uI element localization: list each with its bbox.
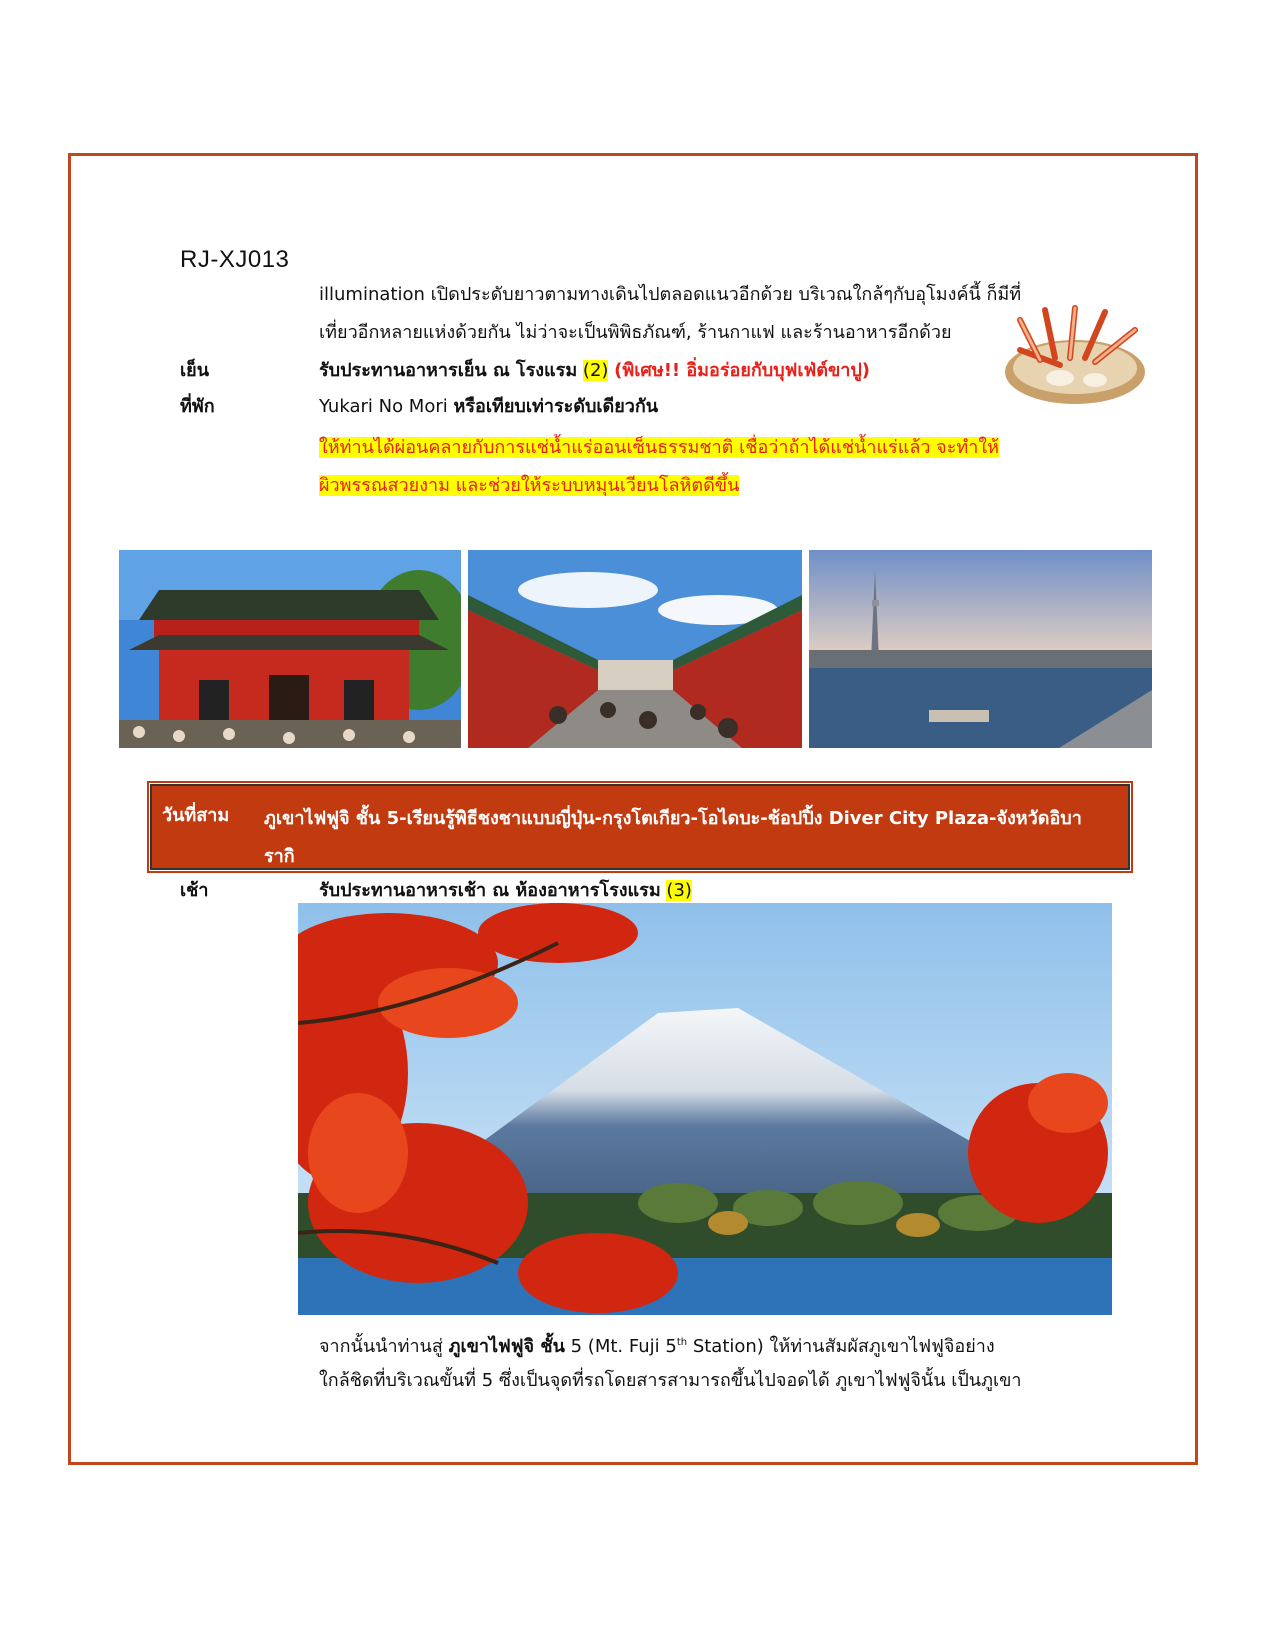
fuji-pre: จากนั้นนำท่านสู่ xyxy=(319,1336,443,1357)
sensoji-temple-photo xyxy=(119,550,461,748)
document-code: RJ-XJ013 xyxy=(180,246,290,273)
skytree-river-photo xyxy=(809,550,1152,748)
dinner-special: (พิเศษ!! อิ่มอร่อยกับบุฟเฟ่ต์ขาปู) xyxy=(614,360,871,381)
hotel-row xyxy=(319,391,658,420)
breakfast-text: รับประทานอาหารเช้า ณ ห้องอาหารโรงแรม xyxy=(319,880,661,901)
dinner-row xyxy=(319,355,870,384)
onsen-line1 xyxy=(319,429,999,467)
fuji-paragraph-line2: ใกล้ชิดที่บริเวณขั้นที่ 5 ซึ่งเป็นจุดที่รถโดยสารสามารถขึ้นไปจอดได้ ภูเขาไฟฟูจินั้น เป็นภูเขา xyxy=(319,1370,1022,1391)
day3-label: วันที่สาม xyxy=(162,805,230,826)
hotel-name: Yukari No Mori xyxy=(319,396,448,417)
fuji-superscript: th xyxy=(676,1337,688,1348)
dinner-meal-number: (2) xyxy=(582,360,609,381)
dinner-text: รับประทานอาหารเย็น ณ โรงแรม xyxy=(319,360,578,381)
onsen-line2 xyxy=(319,467,739,505)
hotel-label: ที่พัก xyxy=(180,396,215,417)
fuji-bold-name: ภูเขาไฟฟูจิ ชั้น xyxy=(448,1336,565,1357)
breakfast-meal-number: (3) xyxy=(666,880,692,901)
fuji-post: Station) ให้ท่านสัมผัสภูเขาไฟฟูจิอย่าง xyxy=(692,1336,995,1357)
onsen-line1-text: ให้ท่านได้ผ่อนคลายกับการแช่น้ำแร่ออนเซ็นธรรมชาติ เชื่อว่าถ้าได้แช่น้ำแร่แล้ว จะทำให้ xyxy=(319,437,1000,458)
mount-fuji-photo xyxy=(298,903,1112,1315)
fuji-paragraph-line1 xyxy=(319,1324,995,1366)
onsen-line2-text: ผิวพรรณสวยงาม และช่วยให้ระบบหมุนเวียนโลหิตดีขึ้น xyxy=(319,475,740,496)
dinner-label: เย็น xyxy=(180,360,210,381)
paragraph-illumination-line1: illumination เปิดประดับยาวตามทางเดินไปตลอดแนวอีกด้วย บริเวณใกล้ๆกับอุโมงค์นี้ ก็มีที่ xyxy=(319,284,1022,305)
breakfast-label: เช้า xyxy=(180,880,209,901)
day3-title: ภูเขาไฟฟูจิ ชั้น 5-เรียนรู้พิธีชงชาแบบญี่ปุ่น-กรุงโตเกียว-โอไดบะ-ช้อปปิ้ง Diver City Plaza-จังหวัดอิบารากิ xyxy=(264,808,1082,867)
paragraph-illumination-line2: เที่ยวอีกหลายแห่งด้วยกัน ไม่ว่าจะเป็นพิพิธภัณฑ์, ร้านกาแฟ และร้านอาหารอีกด้วย xyxy=(319,322,952,343)
day3-banner xyxy=(150,784,1130,870)
fuji-station: 5 (Mt. Fuji 5 xyxy=(570,1336,677,1357)
nakamise-street-photo xyxy=(468,550,802,748)
crab-photo xyxy=(1000,300,1150,410)
hotel-note: หรือเทียบเท่าระดับเดียวกัน xyxy=(453,396,659,417)
breakfast-row xyxy=(319,875,692,904)
